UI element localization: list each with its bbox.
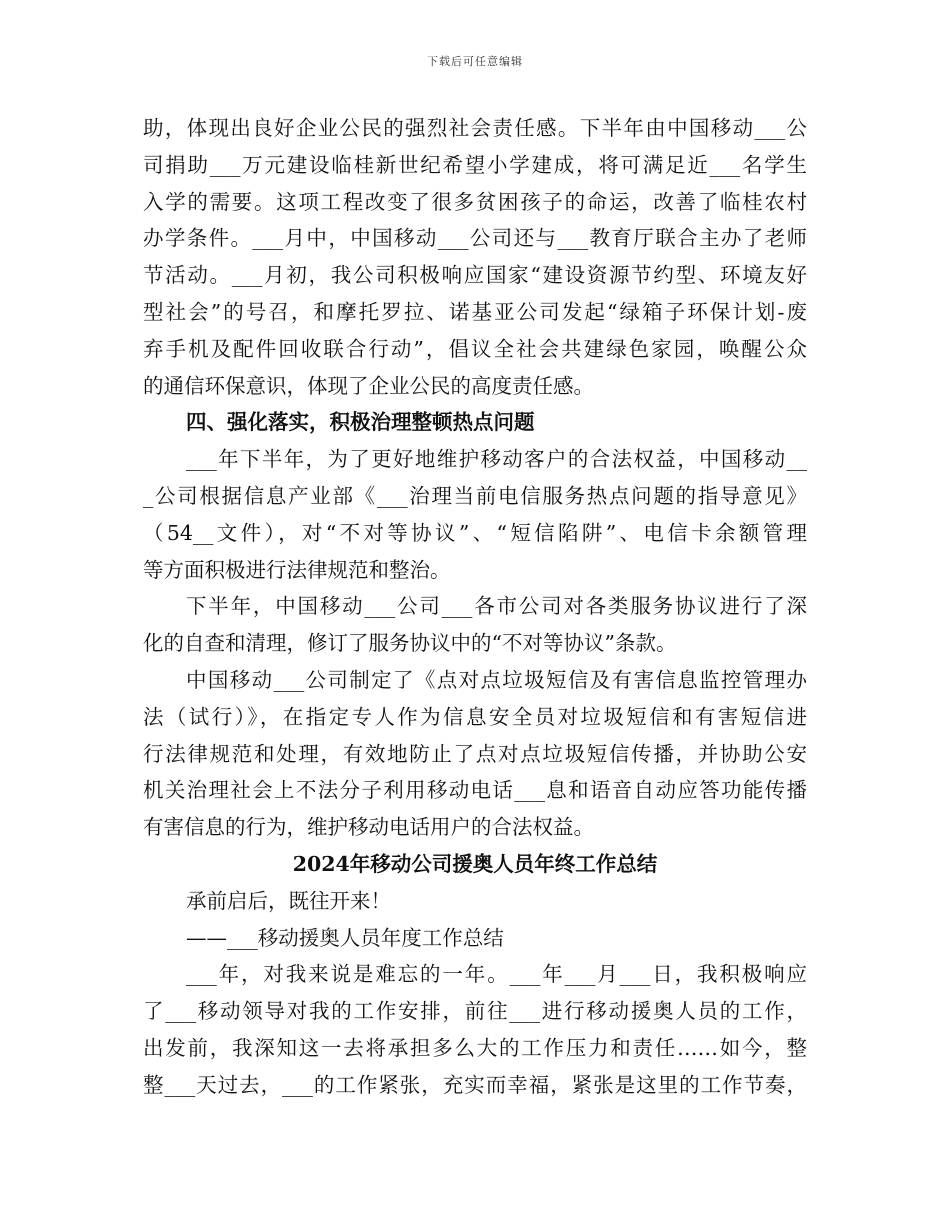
text-line: 弃手机及配件回收联合行动”，倡议全社会共建绿色家园，唤醒公众 — [143, 336, 807, 361]
text-line: 机关治理社会上不法分子利用移动电话___息和语音自动应答功能传播 — [143, 778, 807, 803]
document-body — [143, 110, 807, 1104]
text-line: _公司根据信息产业部《___治理当前电信服务热点问题的指导意见》 — [143, 483, 807, 508]
text-line: 承前启后，既往开来！ — [186, 888, 391, 913]
text-line: 入学的需要。这项工程改变了很多贫困孩子的命运，改善了临桂农村 — [143, 189, 807, 214]
text-line: 出发前，我深知这一去将承担多么大的工作压力和责任……如今，整 — [143, 1035, 807, 1060]
section-heading: 四、强化落实，积极治理整顿热点问题 — [186, 410, 535, 435]
text-line: 行法律规范和处理，有效地防止了点对点垃圾短信传播，并协助公安 — [143, 741, 807, 766]
subtitle-line: ——___移动援奥人员年度工作总结 — [186, 925, 504, 950]
text-line: 节活动。___月初，我公司积极响应国家“建设资源节约型、环境友好 — [143, 263, 807, 288]
text-line: 整___天过去，___的工作紧张，充实而幸福，紧张是这里的工作节奏， — [143, 1072, 807, 1097]
text-line: 下半年，中国移动___公司___各市公司对各类服务协议进行了深 — [186, 594, 807, 619]
text-line: 等方面积极进行法律规范和整治。 — [143, 557, 451, 582]
text-line: 的通信环保意识，体现了企业公民的高度责任感。 — [143, 373, 594, 398]
text-line: 法（试行）》，在指定专人作为信息安全员对垃圾短信和有害短信进 — [143, 704, 807, 729]
text-line: （54__文件），对“不对等协议”、“短信陷阱”、电信卡余额管理 — [143, 520, 807, 545]
text-line: 有害信息的行为，维护移动电话用户的合法权益。 — [143, 815, 594, 840]
text-line: ___年，对我来说是难忘的一年。___年___月___日，我积极响应 — [186, 962, 807, 987]
text-line: 中国移动___公司制定了《点对点垃圾短信及有害信息监控管理办 — [186, 667, 807, 692]
text-line: ___年下半年，为了更好地维护移动客户的合法权益，中国移动__ — [186, 447, 807, 472]
text-line: 司捐助___万元建设临桂新世纪希望小学建成，将可满足近___名学生 — [143, 152, 807, 177]
text-line: 化的自查和清理，修订了服务协议中的“不对等协议”条款。 — [143, 631, 677, 656]
text-line: 办学条件。___月中，中国移动___公司还与___教育厅联合主办了老师 — [143, 226, 807, 251]
document-title: 2024年移动公司援奥人员年终工作总结 — [292, 851, 658, 876]
text-line: 助，体现出良好企业公民的强烈社会责任感。下半年由中国移动___公 — [143, 116, 807, 140]
text-line: 型社会”的号召，和摩托罗拉、诺基亚公司发起“绿箱子环保计划-废 — [143, 299, 807, 324]
page-header: 下载后可任意编辑 — [427, 55, 523, 68]
text-line: 了___移动领导对我的工作安排，前往___进行移动援奥人员的工作， — [143, 999, 807, 1024]
